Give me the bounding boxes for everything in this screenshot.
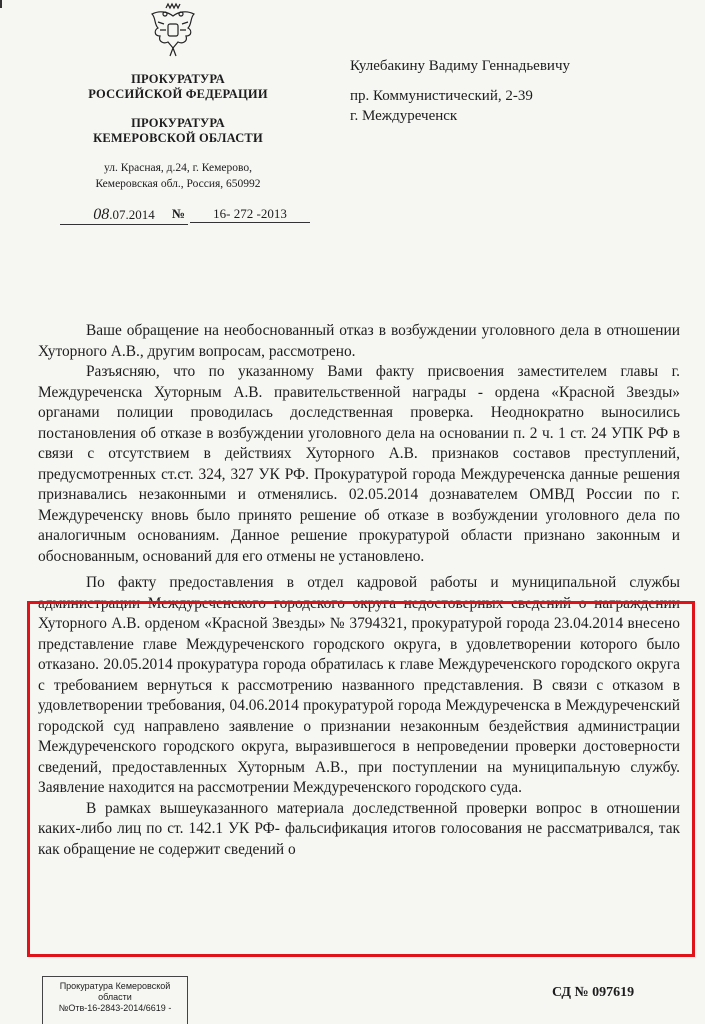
paragraph-4: В рамках вышеуказанного материала доследственной проверки вопрос в отношении каких-либо лиц по ст. 142.1 УК РФ- фальсификация итогов голосования не рассматривался, так как обращение не содержит сведений о — [38, 799, 680, 858]
address-line-2: Кемеровская обл., Россия, 650992 — [95, 178, 261, 190]
org-line-2: РОССИЙСКОЙ ФЕДЕРАЦИИ — [88, 87, 268, 101]
paragraph-3: По факту предоставления в отдел кадровой работы и муниципальной службы администрации Междуреченского городского округа недостоверных сведений о награждении Хуторного А.В. орденом «Красной Звезды» № 3794321, прокуратурой города 23.04.2014 внесено представление главе Междуреченского городского округа, в удовлетворении которого было отказано. 20.05.2014 прокуратура города обратилась к главе Междуреченского городского округа с требованием вернуться к рассмотрению названного представления. В связи с отказом в удовлетворении требования, 04.06.2014 прокуратурой города Междуреченска в Междуреченский городской суд направлено заявление о признании незаконным бездействия администрации Междуреченского городского округа, выразившегося в непроведении проверки достоверности сведений, предоставленных Хуторным А.В., при поступлении на муниципальную службу. Заявление находится на рассмотрении Междуреченского городского суда. — [38, 574, 680, 796]
page-corner-mark — [0, 0, 10, 8]
number-sign: № — [172, 206, 186, 221]
org-line-4: КЕМЕРОВСКОЙ ОБЛАСТИ — [93, 131, 263, 145]
sender-address — [78, 160, 278, 192]
letter-number: 16- 272 -2013 — [190, 206, 310, 223]
recipient-street: пр. Коммунистический, 2-39 — [350, 88, 533, 104]
letter-date — [60, 206, 188, 225]
paragraph-2: Разъясняю, что по указанному Вами факту присвоения заместителем главы г. Междуреченска Хуторным А.В. правительственной награды - ордена «Красной Звезды» органами полиции проводилась доследственная проверка. Неоднократно выносились постановления об отказе в возбуждении уголовного дела на основании п. 2 ч. 1 ст. 24 УПК РФ в связи с отсутствием в действиях Хуторного А.В. признаков составов преступлений, предусмотренных ст.ст. 324, 327 УК РФ. Прокуратурой города Междуреченска данные решения признавались незаконными и отменялись. 02.05.2014 дознавателем ОМВД России по г. Междуреченску вновь было принято решение об отказе в возбуждении уголовного дела по аналогичным основаниям. Данное решение прокуратурой области признано законным и обоснованным, оснований для его отмены не установлено. — [38, 363, 680, 565]
stamp-line-1: Прокуратура Кемеровской — [59, 981, 171, 991]
org-line-1: ПРОКУРАТУРА — [131, 72, 225, 86]
outgoing-number-row — [52, 206, 322, 226]
recipient-city: г. Междуреченск — [350, 108, 458, 124]
sender-org-block-2 — [78, 116, 278, 146]
sd-number: СД № 097619 — [552, 985, 635, 1000]
red-highlight-frame — [27, 601, 695, 957]
handwritten-day: 08 — [93, 206, 110, 223]
date-month-year: .07.2014 — [109, 207, 155, 222]
org-line-3: ПРОКУРАТУРА — [131, 116, 225, 130]
address-line-1: ул. Красная, д.24, г. Кемерово, — [103, 162, 252, 174]
sender-org-block-1 — [78, 72, 278, 102]
registration-stamp — [42, 976, 188, 1024]
recipient-name: Кулебакину Вадиму Геннадьевичу — [350, 58, 570, 74]
stamp-line-3: №Отв-16-2843-2014/6619 - — [58, 1003, 172, 1013]
stamp-line-2: области — [98, 992, 132, 1002]
coat-of-arms-icon — [148, 2, 198, 58]
paragraph-1: Ваше обращение на необоснованный отказ в возбуждении уголовного дела в отношении Хуторного А.В., другим вопросам, рассмотрено. — [38, 322, 680, 360]
recipient-block — [350, 56, 570, 126]
